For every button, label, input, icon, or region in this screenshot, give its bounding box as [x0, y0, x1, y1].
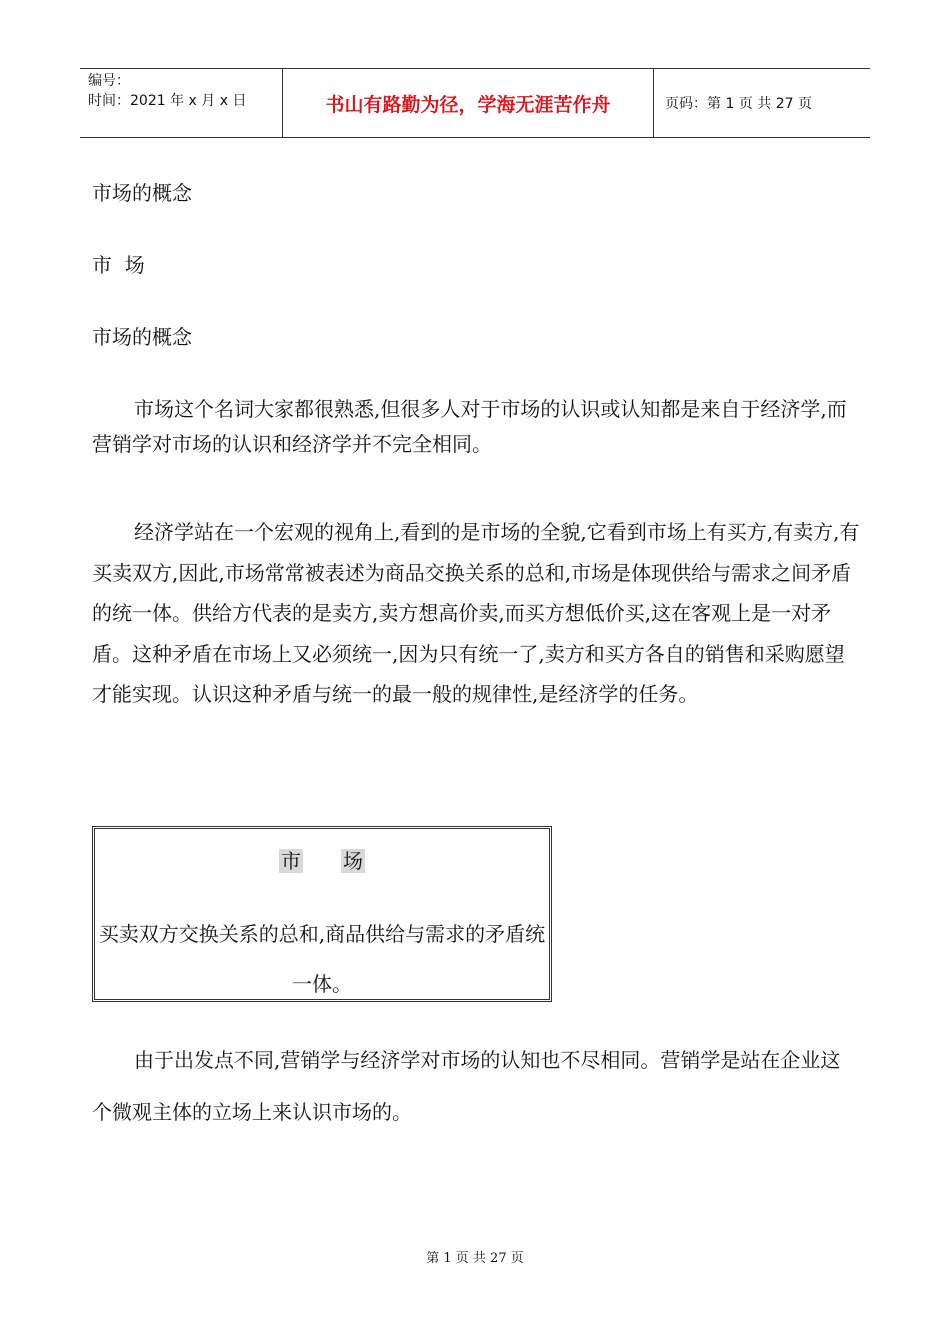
header-page-info: 页码：第 1 页 共 27 页	[665, 96, 812, 112]
document-number-label: 编号：	[88, 73, 130, 89]
definition-box-text: 买卖双方交换关系的总和,商品供给与需求的矛盾统一体。	[98, 922, 546, 996]
header-motto: 书山有路勤为径，学海无涯苦作舟	[283, 69, 654, 137]
heading-market-concept-2: 市场的概念	[92, 325, 192, 349]
definition-box	[92, 826, 552, 1002]
page-header	[80, 68, 870, 138]
paragraph-economics: 经济学站在一个宏观的视角上,看到的是市场的全貌,它看到市场上有买方,有卖方,有买卖双方,因此,市场常常被表述为商品交换关系的总和,市场是体现供给与需求之间矛盾的统一体。供给方代表的是卖方,卖方想高价卖,而买方想低价买,这在客观上是一对矛盾。这种矛盾在市场上又必须统一,因为只有统一了,卖方和买方各自的销售和采购愿望才能实现。认识这种矛盾与统一的最一般的规律性,是经济学的任务。	[92, 520, 860, 706]
page-footer: 第 1 页 共 27 页	[426, 1251, 524, 1266]
heading-market-concept: 市场的概念	[92, 181, 192, 205]
definition-box-title	[95, 845, 549, 874]
paragraph-marketing: 由于出发点不同,营销学与经济学对市场的认知也不尽相同。营销学是站在企业这个微观主体的立场上来认识市场的。	[92, 1048, 841, 1124]
paragraph-intro: 市场这个名词大家都很熟悉,但很多人对于市场的认识或认知都是来自于经济学,而营销学对市场的认识和经济学并不完全相同。	[92, 397, 847, 456]
document-date: 时间：2021 年 x 月 x 日	[88, 93, 247, 109]
definition-title-char-2: 场	[343, 849, 363, 873]
header-meta	[80, 69, 283, 137]
heading-market: 市 场	[92, 253, 145, 277]
definition-title-char-1: 市	[281, 849, 301, 873]
